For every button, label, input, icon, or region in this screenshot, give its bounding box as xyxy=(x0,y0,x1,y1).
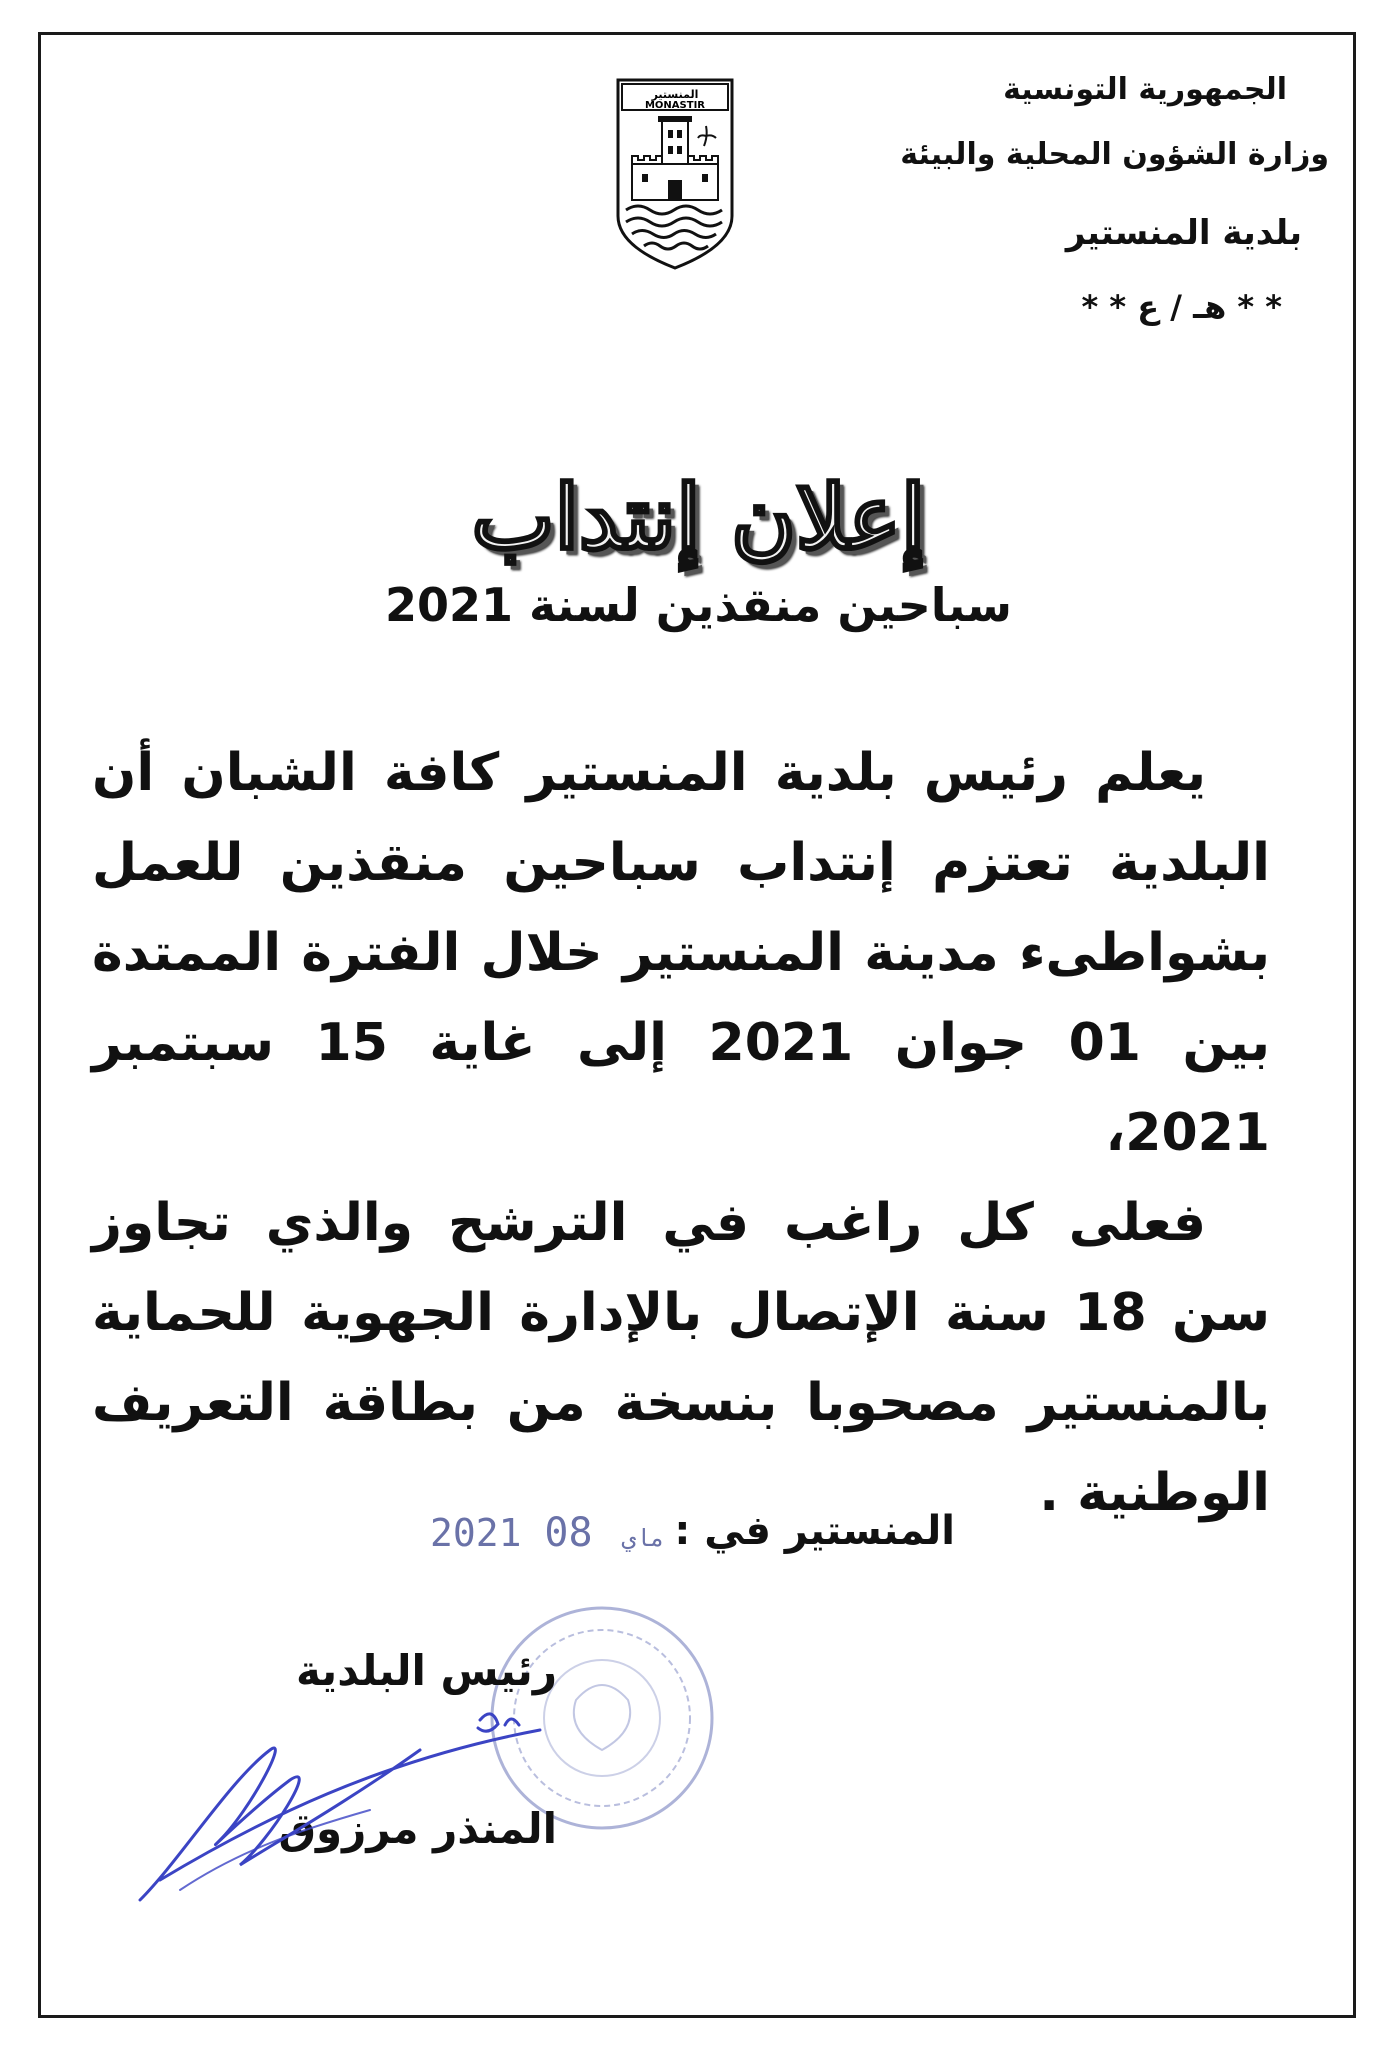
handwritten-signature-icon xyxy=(120,1690,580,1930)
header-municipality: بلدية المنستير xyxy=(1065,213,1302,253)
place-label: المنستير في : xyxy=(674,1508,955,1554)
body-paragraph-2: فعلى كل راغب في الترشح والذي تجاوز سن 18 سنة الإتصال بالإدارة الجهوية للحماية بالمنستير مصحوبا بنسخة من بطاقة التعريف الوطنية . xyxy=(92,1193,1270,1523)
logo-latin-name: MONASTIR xyxy=(644,100,706,111)
header-reference: * * هـ / ع * * xyxy=(1081,288,1282,326)
date-year: 2021 xyxy=(430,1511,522,1555)
announcement-body xyxy=(92,728,1270,1538)
date-stamp xyxy=(430,1510,671,1556)
date-day: 08 xyxy=(544,1510,593,1556)
signatory-title: رئيس البلدية xyxy=(295,1646,557,1695)
header-ministry: وزارة الشؤون المحلية والبيئة xyxy=(900,137,1329,172)
signatory-name: المنذر مرزوق xyxy=(278,1804,557,1853)
municipality-logo-icon xyxy=(612,76,738,272)
body-paragraph-1: يعلم رئيس بلدية المنستير كافة الشبان أن البلدية تعتزم إنتداب سباحين منقذين للعمل بشواطىء مدينة المنستير خلال الفترة الممتدة بين 01 جوان 2021 إلى غاية 15 سبتمبر 2021، xyxy=(92,743,1270,1163)
logo-arabic-name: المنستير xyxy=(651,88,699,101)
date-month: ماي xyxy=(621,1524,665,1552)
announcement-title: إعلان إنتداب xyxy=(471,465,926,569)
header-republic: الجمهورية التونسية xyxy=(1003,72,1287,107)
announcement-subtitle: سباحين منقذين لسنة 2021 xyxy=(384,578,1013,632)
